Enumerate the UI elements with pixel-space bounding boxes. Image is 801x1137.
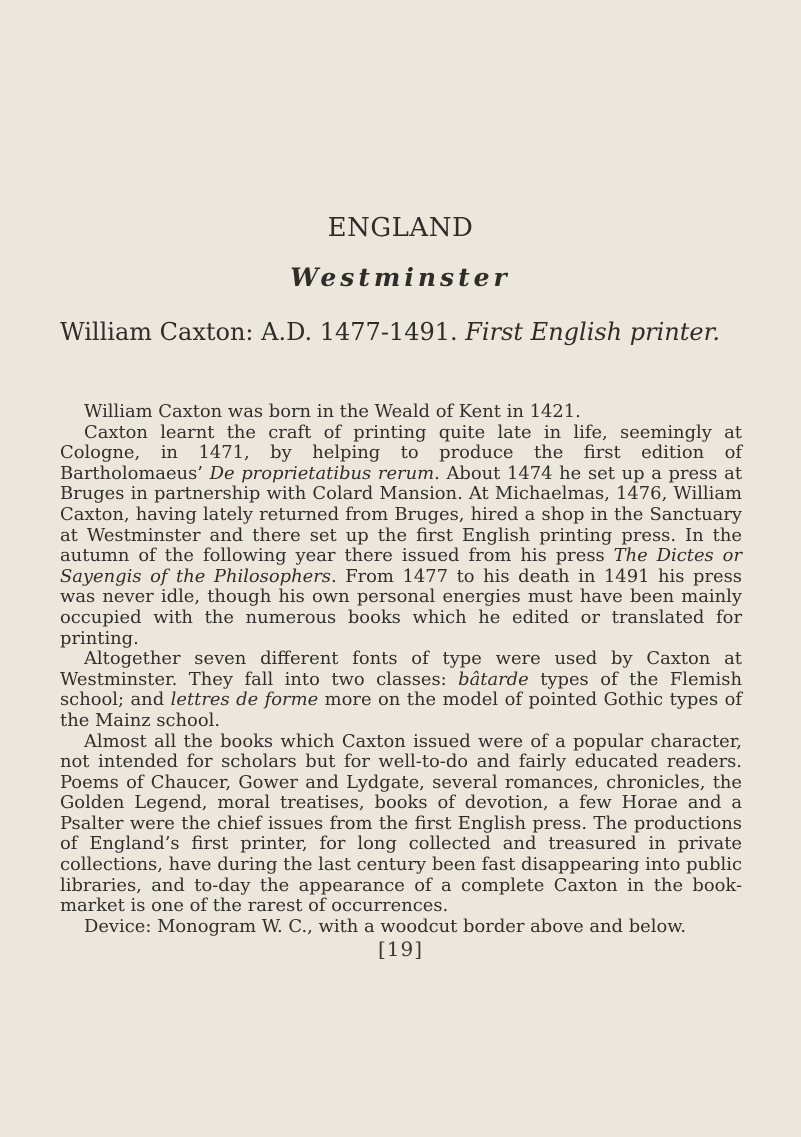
printer-heading: [60, 318, 780, 346]
text-run: more on the model of pointed Gothic types of the Mainz school.: [60, 689, 743, 731]
book-title: The Dictes or Sayengis of the Philosophers: [60, 545, 742, 587]
paragraph-books: Almost all the books which Caxton issued were of a popular character, not intended for scholars but for well-to-do and fairly educated readers. Poems of Chaucer, Gower and Lydgate, several romances, chronicles, the Golden Legend, moral treatises, books of devotion, a few Horae and a Psalter were the chief issues from the first English press. The productions of England’s first printer, for long collected and treasured in private collections, have during the last century been fast disappearing into public libraries, and to-day the appearance of a complete Caxton in the book-market is one of the rarest of occurrences.: [60, 730, 742, 917]
printer-name: William Caxton:: [60, 318, 254, 346]
paragraph-career: [60, 423, 742, 650]
book-title: De proprietatibus rerum: [209, 462, 435, 484]
body-text: [60, 402, 742, 937]
type-class: lettres de forme: [170, 689, 319, 711]
page-number: [19]: [377, 937, 424, 961]
printer-dates: A.D. 1477-1491.: [261, 318, 458, 346]
type-class: bâtarde: [458, 668, 529, 690]
printer-role: First English printer.: [465, 318, 721, 346]
text-run: . From 1477 to his death in 1491 his press was never idle, though his own personal energies must have been mainly occupied with the numerous books which he edited or translated for printing.: [60, 565, 742, 649]
text-run: . About 1474 he set up a press at Bruges in partnership with Colard Mansion. At Michaelmas, 1476, William Caxton, having lately returned from Bruges, hired a shop in the Sanctuary at Westminster and there set up the first English printing press. In the autumn of the following year there issued from his press: [60, 462, 743, 567]
paragraph-birth: William Caxton was born in the Weald of Kent in 1421.: [84, 401, 581, 422]
country-heading: ENGLAND: [327, 213, 474, 243]
text-run: Caxton learnt the craft of printing quite late in life, seemingly at Cologne, in 1471, by helping to produce the first edition of Bartholomaeus’: [60, 421, 742, 484]
city-heading: Westminster: [290, 263, 511, 292]
text-run: types of the Flemish school; and: [60, 668, 742, 711]
text-run: Altogether seven different fonts of type were used by Caxton at Westminster. They fall into two classes:: [60, 648, 742, 690]
paragraph-device: Device: Monogram W. C., with a woodcut border above and below.: [84, 915, 687, 937]
paragraph-fonts: [60, 649, 742, 731]
